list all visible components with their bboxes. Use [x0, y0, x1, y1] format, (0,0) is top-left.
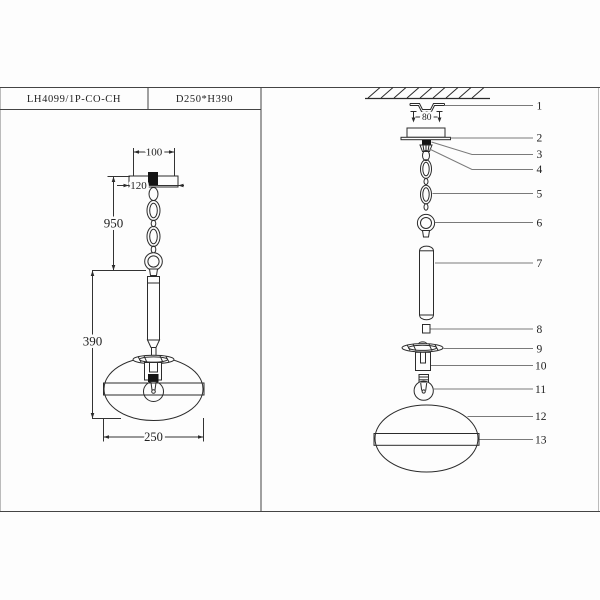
dim-mount-hole-spacing [416, 113, 438, 123]
exploded-rod [420, 246, 434, 320]
assembled-view [83, 147, 204, 445]
hanging-ring [145, 253, 163, 276]
dim-total-height [104, 177, 130, 271]
ceiling-hatch [365, 88, 490, 99]
exploded-chain [421, 151, 432, 211]
part-label-8: 8 [536, 324, 543, 336]
leader-lines [430, 106, 534, 440]
dim-body-height [83, 271, 146, 419]
svg-text:390: 390 [82, 333, 103, 349]
coupler-piece [423, 325, 431, 334]
svg-text:250: 250 [144, 430, 163, 444]
part-number-labels [535, 101, 547, 447]
sheet-frame [0, 87, 600, 512]
canopy-nut [148, 172, 158, 185]
dimensions-cell: D250*H390 [175, 94, 234, 105]
exploded-view [365, 88, 547, 473]
svg-text:950: 950 [103, 215, 124, 231]
part-label-3: 3 [536, 149, 543, 161]
part-label-9: 9 [536, 343, 543, 356]
light-bulb [144, 382, 164, 402]
exploded-canopy [401, 128, 451, 140]
dim-top-width [134, 147, 175, 176]
part-label-10: 10 [535, 360, 547, 373]
exploded-socket [416, 352, 431, 370]
rod [148, 277, 160, 356]
dim-shade-diameter [104, 418, 204, 444]
part-label-6: 6 [536, 217, 543, 230]
chain [147, 188, 160, 254]
title-block [27, 94, 233, 105]
svg-text:80: 80 [422, 113, 432, 123]
exploded-hanging-ring [417, 214, 434, 237]
svg-text:120: 120 [130, 180, 147, 192]
part-label-2: 2 [536, 132, 543, 145]
mounting-bracket [410, 104, 445, 112]
model-code-cell: LH4099/1P-CO-CH [26, 94, 122, 105]
exploded-shade-band [374, 434, 479, 446]
strain-relief-nut [422, 140, 431, 145]
exploded-glass-shade [375, 405, 478, 472]
svg-text:100: 100 [145, 146, 163, 159]
part-label-11: 11 [535, 384, 547, 396]
part-label-7: 7 [536, 258, 543, 270]
lamp-socket [145, 363, 162, 383]
exploded-bulb [414, 375, 433, 401]
part-label-1: 1 [536, 100, 543, 113]
part-label-12: 12 [535, 411, 547, 423]
part-label-13: 13 [535, 434, 547, 447]
part-label-4: 4 [536, 164, 543, 176]
exploded-holder-disc [402, 342, 443, 352]
part-label-5: 5 [536, 188, 543, 201]
